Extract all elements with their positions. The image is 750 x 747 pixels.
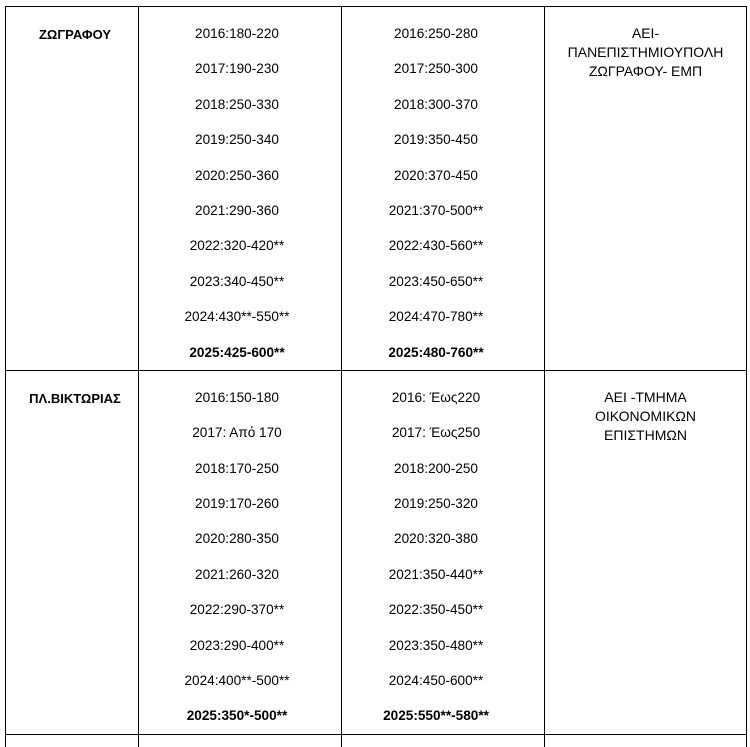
price-range-entry: 2019:350-450 xyxy=(394,132,478,148)
price-range-entry: 2024:400**-500** xyxy=(184,673,290,689)
price-range-entry: 2022:290-370** xyxy=(189,602,285,618)
price-range-entry-current: 2025:425-600** xyxy=(189,344,285,360)
empty-cell xyxy=(139,734,342,747)
price-range-entry-current: 2025:480-760** xyxy=(388,344,484,360)
table-row-zografou xyxy=(6,7,747,371)
price-range-entry: 2019:170-260 xyxy=(195,496,279,512)
price-range-entry: 2016:180-220 xyxy=(195,26,279,41)
area-cell xyxy=(6,370,139,734)
empty-cell xyxy=(545,734,747,747)
price-range-cell-a xyxy=(139,7,342,371)
price-range-entry: 2018:250-330 xyxy=(195,96,279,112)
price-range-entry: 2018:200-250 xyxy=(394,460,478,476)
price-range-entry: 2017:190-230 xyxy=(195,61,279,77)
price-range-entry-current: 2025:550**-580** xyxy=(383,708,489,724)
price-range-entry: 2020:370-450 xyxy=(394,167,478,183)
price-range-list xyxy=(139,371,341,734)
price-range-entry: 2021:350-440** xyxy=(388,566,484,582)
price-range-entry: 2018:300-370 xyxy=(394,96,478,112)
price-range-entry: 2021:260-320 xyxy=(195,566,279,582)
price-range-entry: 2021:290-360 xyxy=(195,202,279,218)
price-range-list xyxy=(342,7,544,370)
empty-cell xyxy=(342,734,545,747)
table-row-pl-viktorias xyxy=(6,370,747,734)
price-range-entry: 2023:450-650** xyxy=(388,273,484,289)
table-row-next-partial xyxy=(6,734,747,747)
price-range-entry: 2022:320-420** xyxy=(189,238,285,254)
price-range-entry: 2016:150-180 xyxy=(195,389,279,405)
price-range-entry: 2022:350-450** xyxy=(388,602,484,618)
area-name: ΠΛ.ΒΙΚΤΩΡΙΑΣ xyxy=(29,390,121,406)
note-cell xyxy=(545,370,747,734)
price-range-entry: 2016: Έως220 xyxy=(391,389,481,405)
price-range-entry: 2024:470-780** xyxy=(388,309,484,325)
price-range-entry: 2019:250-340 xyxy=(195,132,279,148)
price-range-entry: 2023:350-480** xyxy=(388,637,484,653)
price-range-entry: 2021:370-500** xyxy=(388,202,484,218)
price-range-list xyxy=(139,7,341,370)
price-range-entry: 2018:170-250 xyxy=(195,460,279,476)
price-range-entry: 2023:340-450** xyxy=(189,273,285,289)
price-range-entry: 2019:250-320 xyxy=(394,496,478,512)
university-note: ΑΕΙ -ΤΜΗΜΑ ΟΙΚΟΝΟΜΙΚΩΝ ΕΠΙΣΤΗΜΩΝ xyxy=(594,388,697,443)
price-range-entry: 2022:430-560** xyxy=(388,238,484,254)
price-range-entry: 2024:430**-550** xyxy=(184,309,290,325)
price-range-entry: 2020:320-380 xyxy=(394,531,478,547)
price-range-cell-a xyxy=(139,370,342,734)
university-note: ΑΕΙ-ΠΑΝΕΠΙΣΤΗΜΙΟΥΠΟΛΗ ΖΩΓΡΑΦΟΥ- ΕΜΠ xyxy=(567,25,724,79)
price-range-entry: 2017: Από 170 xyxy=(192,425,282,441)
price-range-entry: 2020:250-360 xyxy=(195,167,279,183)
price-range-entry: 2020:280-350 xyxy=(195,531,279,547)
price-range-entry: 2023:290-400** xyxy=(189,637,285,653)
note-cell xyxy=(545,7,747,371)
price-range-entry: 2017:250-300 xyxy=(394,61,478,77)
area-name: ΖΩΓΡΑΦΟΥ xyxy=(38,27,111,42)
empty-cell xyxy=(6,734,139,747)
price-range-list xyxy=(342,371,544,734)
price-range-entry: 2024:450-600** xyxy=(388,673,484,689)
price-range-entry: 2016:250-280 xyxy=(394,26,478,41)
price-range-entry-current: 2025:350*-500** xyxy=(186,708,288,724)
price-range-cell-b xyxy=(342,370,545,734)
price-range-entry: 2017: Έως250 xyxy=(391,425,481,441)
rent-table xyxy=(5,6,747,747)
price-range-cell-b xyxy=(342,7,545,371)
area-cell xyxy=(6,7,139,371)
